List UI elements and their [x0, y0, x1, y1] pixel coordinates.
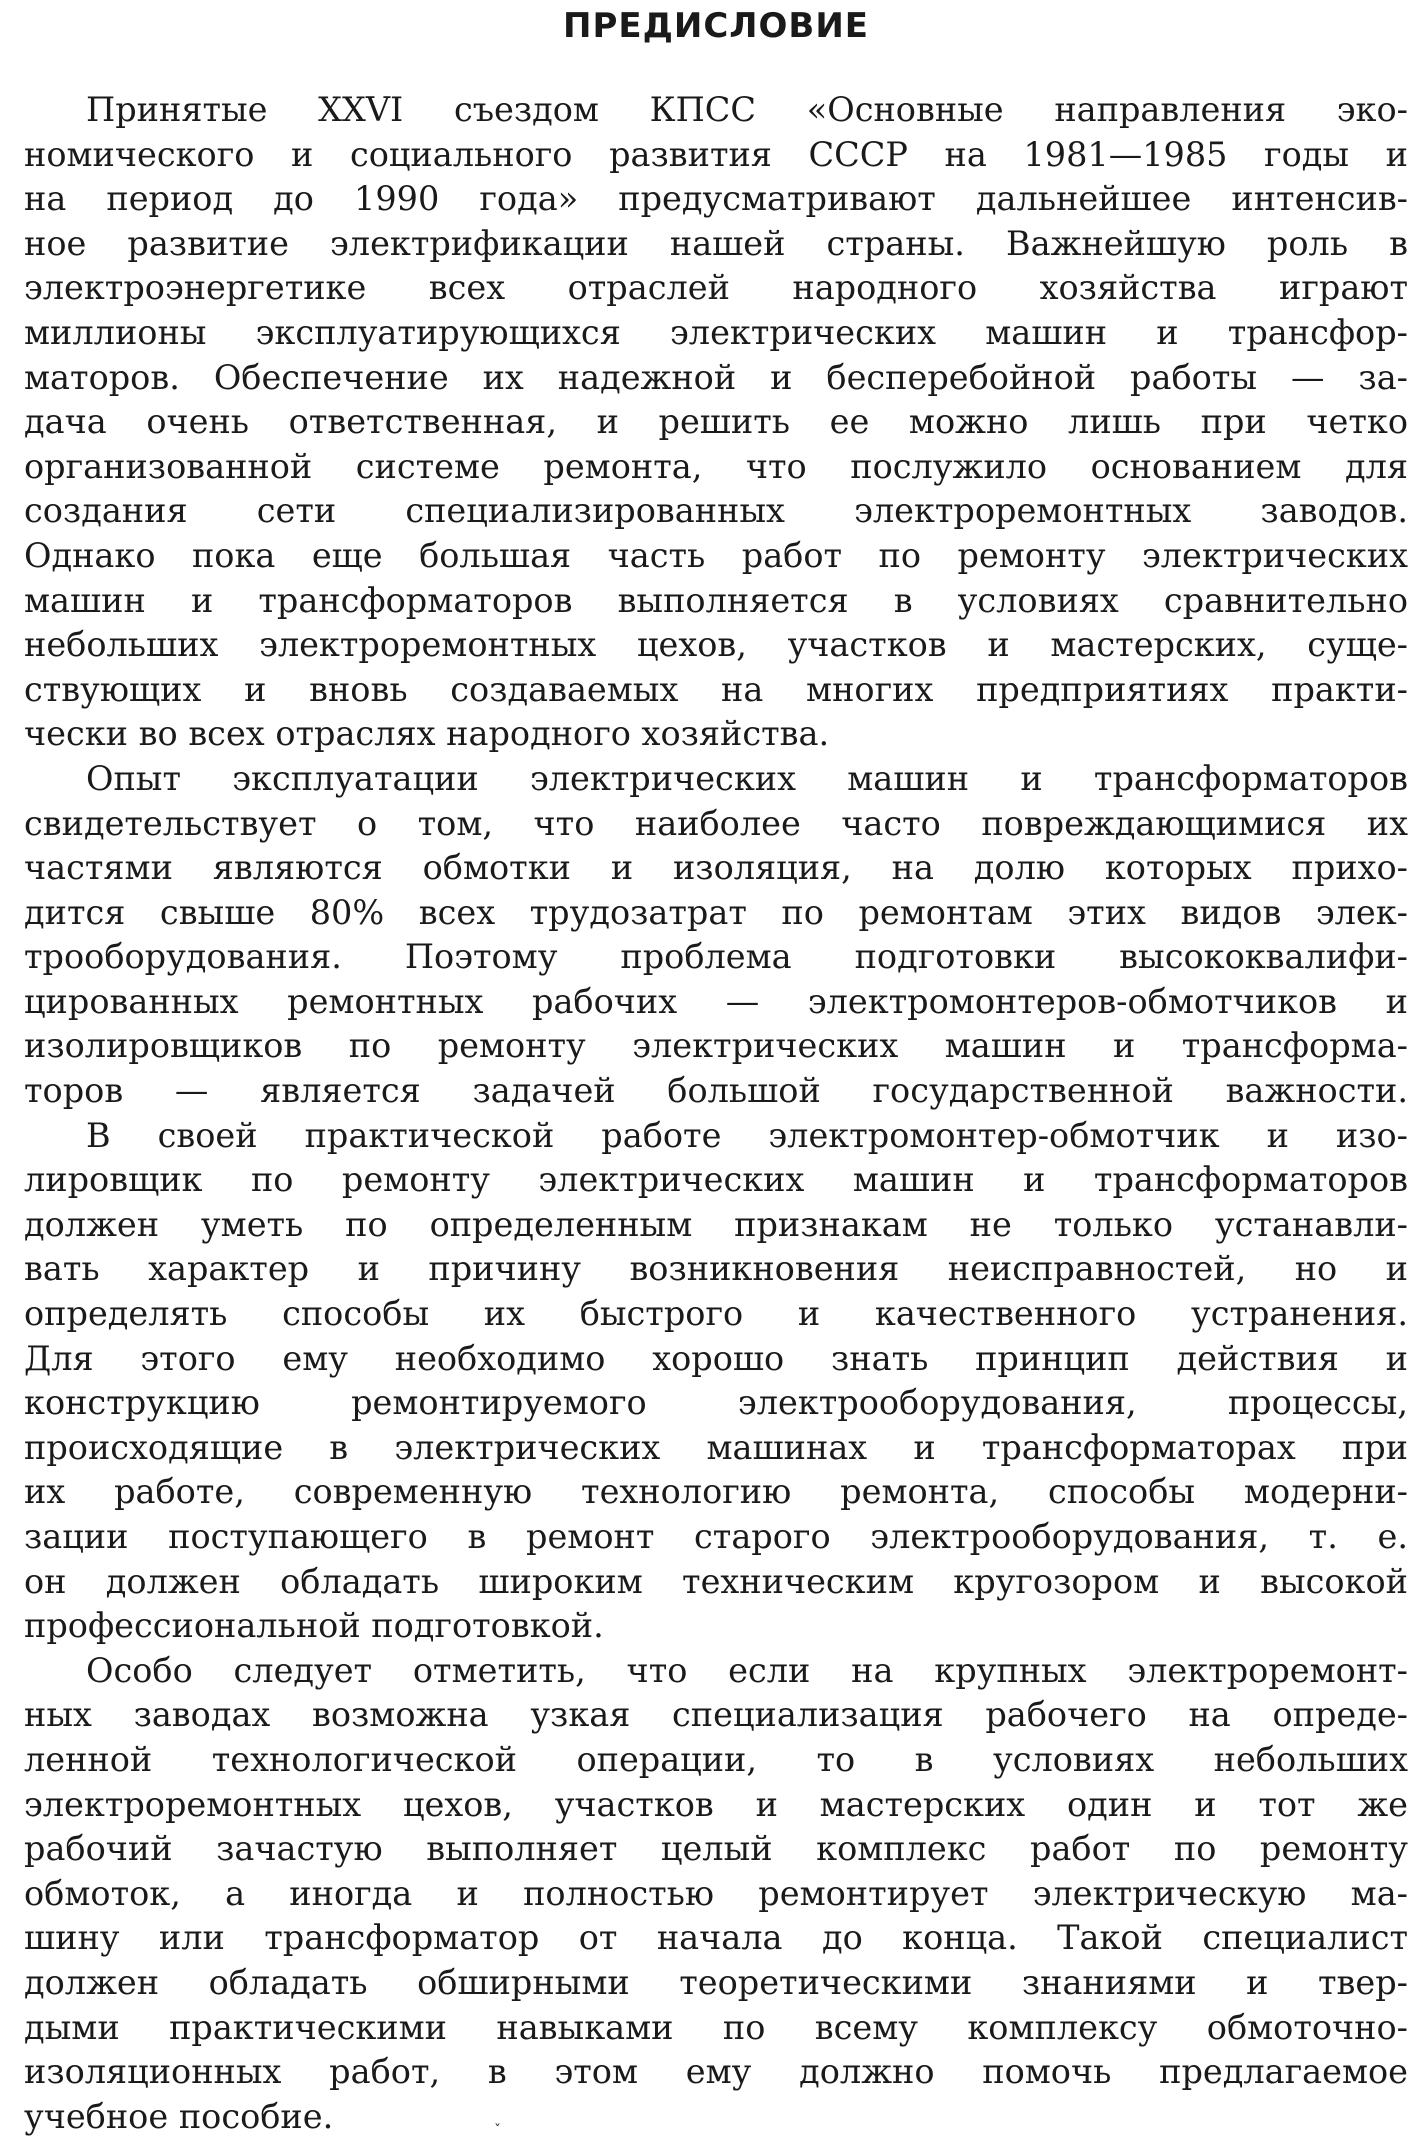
text-line: миллионы эксплуатирующихся электрических машин и трансфор-	[24, 312, 1408, 352]
text-line: изолировщиков по ремонту электрических машин и трансформа-	[24, 1026, 1408, 1066]
text-line: Опыт эксплуатации электрических машин и трансформаторов	[86, 758, 1408, 798]
text-line: он должен обладать широким техническим кругозором и высокой	[24, 1561, 1408, 1601]
text-line: торов — является задачей большой государственной важности.	[24, 1071, 1408, 1111]
text-line: цированных ремонтных рабочих — электромонтеров-обмотчиков и	[24, 981, 1408, 1021]
text-line: Принятые XXVI съездом КПСС «Основные направления эко-	[86, 90, 1408, 129]
text-line: профессиональной подготовкой.	[24, 1606, 604, 1646]
text-line: обмоток, а иногда и полностью ремонтирует электрическую ма-	[24, 1873, 1408, 1913]
text-line: учебное пособие.	[24, 2096, 334, 2136]
paragraph-1	[24, 88, 1408, 757]
preface-body	[24, 88, 1408, 2139]
text-line: маторов. Обеспечение их надежной и бесперебойной работы — за-	[24, 357, 1408, 397]
text-line: ных заводах возможна узкая специализация рабочего на опреде-	[24, 1695, 1408, 1735]
text-line: вать характер и причину возникновения неисправностей, но и	[24, 1249, 1408, 1289]
text-line: электроэнергетике всех отраслей народного хозяйства играют	[24, 268, 1408, 308]
document-page	[24, 0, 1408, 2144]
paragraph-3	[24, 1114, 1408, 1649]
paragraph-4	[24, 1649, 1408, 2140]
text-line: В своей практической работе электромонтер-обмотчик и изо-	[86, 1115, 1408, 1155]
text-line: свидетельствует о том, что наиболее часто повреждающимися их	[24, 803, 1408, 843]
text-line: их работе, современную технологию ремонта, способы модерни-	[24, 1472, 1408, 1512]
text-line: дача очень ответственная, и решить ее можно лишь при четко	[24, 402, 1408, 442]
text-line: Для этого ему необходимо хорошо знать принцип действия и	[24, 1338, 1408, 1378]
text-line: частями являются обмотки и изоляция, на долю которых прихо-	[24, 848, 1408, 888]
page-title: ПРЕДИСЛОВИЕ	[562, 6, 870, 46]
text-line: рабочий зачастую выполняет целый комплекс работ по ремонту	[24, 1829, 1408, 1869]
text-line: должен обладать обширными теоретическими знаниями и твер-	[24, 1962, 1408, 2002]
text-line: определять способы их быстрого и качественного устранения.	[24, 1294, 1408, 1334]
text-line: шину или трансформатор от начала до конца. Такой специалист	[24, 1918, 1408, 1958]
text-line: должен уметь по определенным признакам не только устанавли-	[24, 1204, 1408, 1244]
text-line: дыми практическими навыками по всему комплексу обмоточно-	[24, 2007, 1408, 2047]
text-line: электроремонтных цехов, участков и мастерских один и тот же	[24, 1784, 1408, 1824]
text-line: Особо следует отметить, что если на крупных электроремонт-	[86, 1650, 1408, 1690]
text-line: Однако пока еще большая часть работ по ремонту электрических	[24, 535, 1408, 575]
text-line: лировщик по ремонту электрических машин и трансформаторов	[24, 1160, 1408, 1200]
print-speck: ˇ	[494, 2123, 501, 2139]
text-line: происходящие в электрических машинах и трансформаторах при	[24, 1427, 1408, 1467]
text-line: ленной технологической операции, то в условиях небольших	[24, 1739, 1408, 1779]
text-line: зации поступающего в ремонт старого электрооборудования, т. е.	[24, 1517, 1408, 1556]
paragraph-2	[24, 757, 1408, 1114]
text-line: чески во всех отраслях народного хозяйства.	[24, 714, 830, 754]
text-line: изоляционных работ, в этом ему должно помочь предлагаемое	[24, 2052, 1408, 2092]
text-line: организованной системе ремонта, что послужило основанием для	[24, 446, 1408, 486]
text-line: машин и трансформаторов выполняется в условиях сравнительно	[24, 580, 1408, 620]
text-line: дится свыше 80% всех трудозатрат по ремонтам этих видов элек-	[24, 892, 1408, 932]
text-line: ное развитие электрификации нашей страны. Важнейшую роль в	[24, 223, 1408, 263]
text-line: небольших электроремонтных цехов, участков и мастерских, суще-	[24, 625, 1408, 665]
text-line: номического и социального развития СССР на 1981—1985 годы и	[24, 134, 1408, 174]
text-line: создания сети специализированных электроремонтных заводов.	[24, 491, 1408, 531]
text-line: ствующих и вновь создаваемых на многих предприятиях практи-	[24, 669, 1408, 709]
text-line: на период до 1990 года» предусматривают дальнейшее интенсив-	[24, 179, 1408, 219]
text-line: конструкцию ремонтируемого электрооборудования, процессы,	[24, 1383, 1408, 1423]
text-line: трооборудования. Поэтому проблема подготовки высококвалифи-	[24, 937, 1408, 977]
